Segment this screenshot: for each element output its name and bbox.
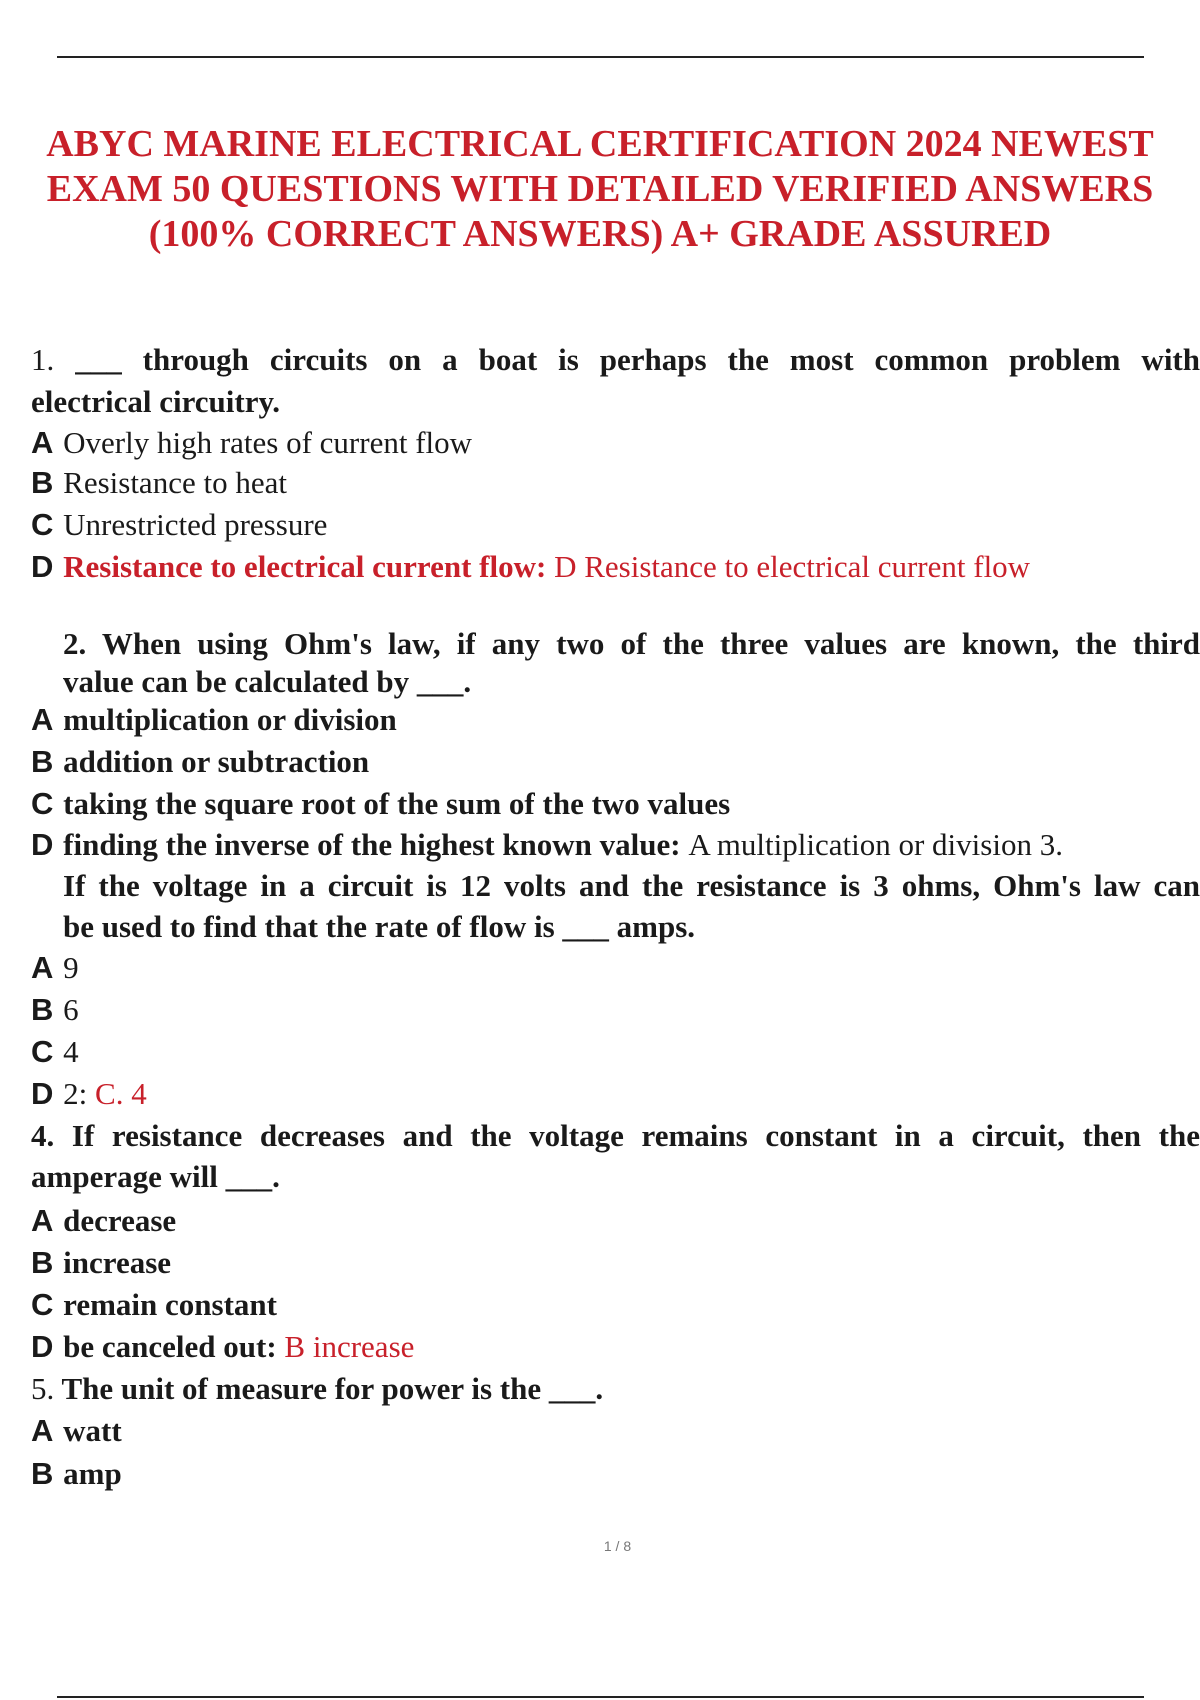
question-2-answer: A multiplication or division 3. — [688, 827, 1063, 862]
question-4-stem-cont: amperage will ___. — [31, 1159, 280, 1194]
question-1-option-c: C Unrestricted pressure — [31, 507, 328, 542]
question-1-answer: D Resistance to electrical current flow — [554, 549, 1031, 584]
question-2-option-d: D finding the inverse of the highest known value: A multiplication or division 3. — [31, 827, 1063, 862]
question-1-option-b: B Resistance to heat — [31, 465, 287, 500]
question-4-option-c: C remain constant — [31, 1287, 277, 1322]
question-5-text: The unit of measure for power is the ___. — [61, 1371, 604, 1406]
question-1-option-a: A Overly high rates of current flow — [31, 425, 473, 460]
question-4-answer: B increase — [284, 1329, 415, 1364]
question-1-number: 1. — [31, 342, 55, 377]
question-2-option-a: A multiplication or division — [31, 702, 397, 737]
question-3-option-c: C 4 — [31, 1034, 79, 1069]
question-2-stem-cont: value can be calculated by ___. — [63, 664, 472, 699]
question-5-number: 5. — [31, 1371, 55, 1406]
title-line-2: EXAM 50 QUESTIONS WITH DETAILED VERIFIED ANSWERS — [46, 168, 1154, 210]
question-5-stem — [31, 1369, 603, 1409]
question-2-option-c: C taking the square root of the sum of the two values — [31, 786, 731, 821]
question-2-option-b: B addition or subtraction — [31, 744, 370, 779]
title-line-3: (100% CORRECT ANSWERS) A+ GRADE ASSURED — [148, 213, 1052, 255]
question-2-stem: 2. When using Ohm's law, if any two of the three values are known, the third — [63, 626, 1200, 661]
title-line-1: ABYC MARINE ELECTRICAL CERTIFICATION 2024 NEWEST — [46, 123, 1154, 165]
question-3-option-a: A 9 — [31, 950, 79, 985]
question-4-stem: 4. If resistance decreases and the voltage remains constant in a circuit, then the — [31, 1118, 1200, 1153]
question-5-option-a: A watt — [31, 1413, 122, 1448]
question-4-option-b: B increase — [31, 1245, 172, 1280]
page-number: 1 / 8 — [603, 1538, 632, 1554]
question-1-stem — [31, 340, 1200, 380]
question-3-option-d: D 2: C. 4 — [31, 1076, 147, 1111]
question-3-answer: C. 4 — [95, 1076, 147, 1111]
question-1-stem-cont: electrical circuitry. — [31, 384, 281, 419]
question-4-option-d: D be canceled out: B increase — [31, 1329, 415, 1364]
question-1-text: ___ through circuits on a boat is perhaps the most common problem with — [75, 342, 1200, 377]
question-4-option-a: A decrease — [31, 1203, 177, 1238]
document-title — [40, 122, 1160, 257]
top-rule — [57, 56, 1144, 58]
question-1-option-d: D Resistance to electrical current flow: D Resistance to electrical current flow — [31, 549, 1031, 584]
bottom-rule — [57, 1696, 1144, 1698]
question-3-stem: If the voltage in a circuit is 12 volts and the resistance is 3 ohms, Ohm's law can — [63, 868, 1200, 903]
question-5-option-b: B amp — [31, 1456, 122, 1491]
question-3-option-b: B 6 — [31, 992, 79, 1027]
question-3-stem-cont: be used to find that the rate of flow is ___ amps. — [63, 909, 696, 944]
